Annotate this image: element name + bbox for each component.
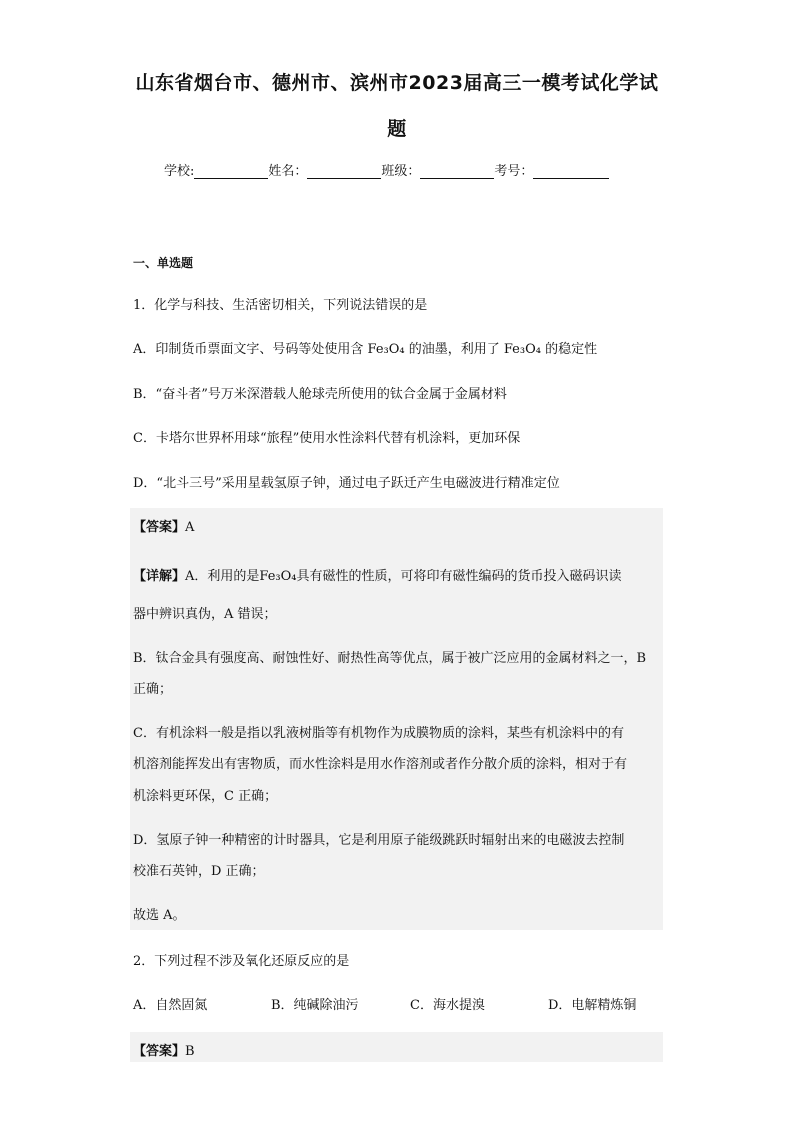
q2-stem: 2．下列过程不涉及氧化还原反应的是 xyxy=(133,954,350,969)
detail-tag: 【详解】 xyxy=(133,569,186,584)
answer-tag: 【答案】 xyxy=(133,1044,186,1059)
q1-option-d: D．“北斗三号”采用星载氢原子钟，通过电子跃迁产生电磁波进行精准定位 xyxy=(133,476,560,491)
q2-option-d: D．电解精炼铜 xyxy=(548,998,637,1013)
q2-answer-block xyxy=(130,1032,663,1062)
section-heading: 一、单选题 xyxy=(133,256,194,270)
q1-answer xyxy=(133,516,194,535)
school-label: 学校: xyxy=(164,164,195,179)
q1-detail-line: 【详解】A．利用的是Fe₃O₄具有磁性的性质，可将印有磁性编码的货币投入磁码识读 xyxy=(133,569,622,584)
class-label: 班级： xyxy=(381,164,421,179)
q1-option-b: B．“奋斗者”号万米深潜载人舱球壳所使用的钛合金属于金属材料 xyxy=(133,387,507,402)
class-blank xyxy=(420,164,494,179)
q1-answer-block xyxy=(130,508,663,930)
q2-option-c: C．海水提溴 xyxy=(410,998,485,1013)
q1-detail-line: 校准石英钟，D 正确； xyxy=(133,864,265,879)
q1-detail-line: B．钛合金具有强度高、耐蚀性好、耐热性高等优点，属于被广泛应用的金属材料之一，B xyxy=(133,651,647,666)
q1-detail-line: 机涂料更环保，C 正确； xyxy=(133,789,278,804)
q1-detail-line: 故选 A。 xyxy=(133,908,186,923)
answer-tag: 【答案】 xyxy=(133,520,186,535)
answer-value: A xyxy=(185,520,195,535)
number-label: 考号： xyxy=(494,164,534,179)
title-line-1: 山东省烟台市、德州市、滨州市2023届高三一模考试化学试 xyxy=(135,72,659,94)
answer-value: B xyxy=(185,1044,195,1059)
q2-answer xyxy=(133,1040,195,1059)
q2-option-b: B．纯碱除油污 xyxy=(271,998,359,1013)
q1-detail-line: D．氢原子钟一种精密的计时器具，它是利用原子能级跳跃时辐射出来的电磁波去控制 xyxy=(133,833,625,848)
q1-option-c: C．卡塔尔世界杯用球“旅程”使用水性涂料代替有机涂料，更加环保 xyxy=(133,431,521,446)
q1-option-a: A．印制货币票面文字、号码等处使用含 Fe₃O₄ 的油墨，利用了 Fe₃O₄ 的稳定性 xyxy=(133,342,598,357)
q1-detail-line: 器中辨识真伪，A 错误； xyxy=(133,607,277,622)
title-line-2: 题 xyxy=(387,118,407,140)
q1-detail-line: 机溶剂能挥发出有害物质，而水性涂料是用水作溶剂或者作分散介质的涂料，相对于有 xyxy=(133,757,628,772)
name-blank xyxy=(307,164,381,179)
number-blank xyxy=(533,164,609,179)
student-info-row xyxy=(164,160,609,179)
name-label: 姓名： xyxy=(268,164,308,179)
school-blank xyxy=(194,164,268,179)
q1-stem: 1．化学与科技、生活密切相关，下列说法错误的是 xyxy=(133,298,428,313)
q1-detail-line: 正确； xyxy=(133,682,173,697)
q2-option-a: A．自然固氮 xyxy=(133,998,208,1013)
q1-detail-line: C．有机涂料一般是指以乳液树脂等有机物作为成膜物质的涂料，某些有机涂料中的有 xyxy=(133,726,624,741)
